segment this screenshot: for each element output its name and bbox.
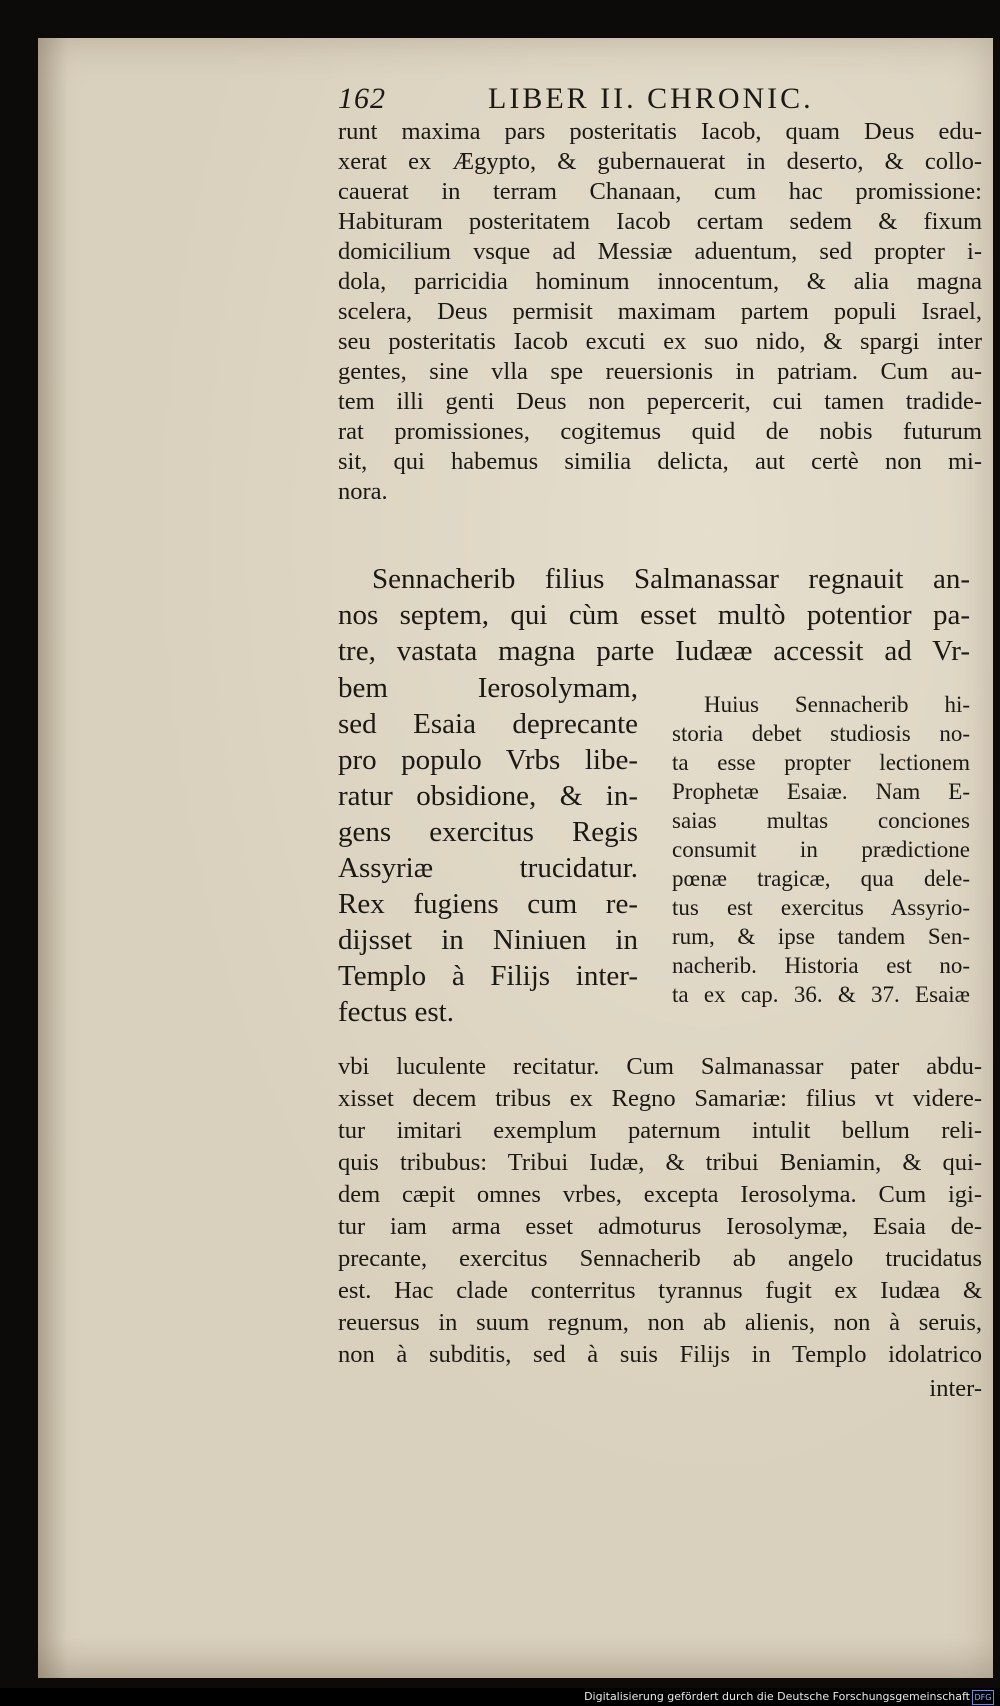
text-line: bem Ierosolymam, (338, 672, 638, 704)
dfg-logo: DFG (972, 1690, 994, 1705)
text-line: scelera, Deus permisit maximam partem populi Israel, (338, 298, 982, 325)
text-line: runt maxima pars posteritatis Iacob, quam Deus edu- (338, 118, 982, 145)
text-line: tus est exercitus Assyrio- (672, 895, 970, 920)
text-line: xerat ex Ægypto, & gubernauerat in deserto, & collo- (338, 148, 982, 175)
text-line: sit, qui habemus similia delicta, aut certè non mi- (338, 448, 982, 475)
text-line: fectus est. (338, 996, 454, 1028)
running-title: LIBER II. CHRONIC. (488, 82, 814, 115)
text-line: nacherib. Historia est no- (672, 953, 970, 978)
text-line: cauerat in terram Chanaan, cum hac promissione: (338, 178, 982, 205)
text-line: dola, parricidia hominum innocentum, & alia magna (338, 268, 982, 295)
text-line: tre, vastata magna parte Iudææ accessit ad Vr- (338, 635, 970, 667)
text-line: est. Hac clade conterritus tyrannus fugit ex Iudæa & (338, 1277, 982, 1304)
text-line: dem cæpit omnes vrbes, excepta Ierosolyma. Cum igi- (338, 1181, 982, 1208)
text-line: Assyriæ trucidatur. (338, 852, 638, 884)
text-line: ratur obsidione, & in- (338, 780, 638, 812)
text-line: saias multas conciones (672, 808, 970, 833)
text-line: rat promissiones, cogitemus quid de nobis futurum (338, 418, 982, 445)
text-line: pro populo Vrbs libe- (338, 744, 638, 776)
text-line: precante, exercitus Sennacherib ab angelo trucidatus (338, 1245, 982, 1272)
digitization-credit: Digitalisierung gefördert durch die Deutsche Forschungsgemeinschaft (584, 1690, 970, 1703)
text-line: domicilium vsque ad Messiæ aduentum, sed propter i- (338, 238, 982, 265)
text-line: xisset decem tribus ex Regno Samariæ: filius vt videre- (338, 1085, 982, 1112)
text-line: nos septem, qui cùm esset multò potentior pa- (338, 599, 970, 631)
text-line: Rex fugiens cum re- (338, 888, 638, 920)
page-number: 162 (338, 82, 386, 115)
text-line: tur imitari exemplum paternum intulit bellum reli- (338, 1117, 982, 1144)
text-line: vbi luculente recitatur. Cum Salmanassar pater abdu- (338, 1053, 982, 1080)
text-line: gens exercitus Regis (338, 816, 638, 848)
text-line: gentes, sine vlla spe reuersionis in patriam. Cum au- (338, 358, 982, 385)
text-line: Huius Sennacherib hi- (704, 692, 970, 717)
text-line: sed Esaia deprecante (338, 708, 638, 740)
text-line: Sennacherib filius Salmanassar regnauit an- (372, 563, 970, 595)
text-line: reuersus in suum regnum, non ab alienis, non à seruis, (338, 1309, 982, 1336)
text-line: Habituram posteritatem Iacob certam sedem & fixum (338, 208, 982, 235)
text-line: pœnæ tragicæ, qua dele- (672, 866, 970, 891)
catchword: inter- (929, 1375, 982, 1402)
text-line: Prophetæ Esaiæ. Nam E- (672, 779, 970, 804)
text-line: consumit in prædictione (672, 837, 970, 862)
text-line: Templo à Filijs inter- (338, 960, 638, 992)
text-line: non à subditis, sed à suis Filijs in Templo idolatrico (338, 1341, 982, 1368)
text-line: nora. (338, 478, 388, 505)
text-line: ta esse propter lectionem (672, 750, 970, 775)
text-line: rum, & ipse tandem Sen- (672, 924, 970, 949)
text-line: ta ex cap. 36. & 37. Esaiæ (672, 982, 970, 1007)
text-line: tur iam arma esset admoturus Ierosolymæ, Esaia de- (338, 1213, 982, 1240)
text-line: storia debet studiosis no- (672, 721, 970, 746)
text-line: seu posteritatis Iacob excuti ex suo nido, & spargi inter (338, 328, 982, 355)
text-line: dijsset in Niniuen in (338, 924, 638, 956)
page-header (338, 82, 938, 118)
text-line: quis tribubus: Tribui Iudæ, & tribui Beniamin, & qui- (338, 1149, 982, 1176)
text-line: tem illi genti Deus non pepercerit, cui tamen tradide- (338, 388, 982, 415)
